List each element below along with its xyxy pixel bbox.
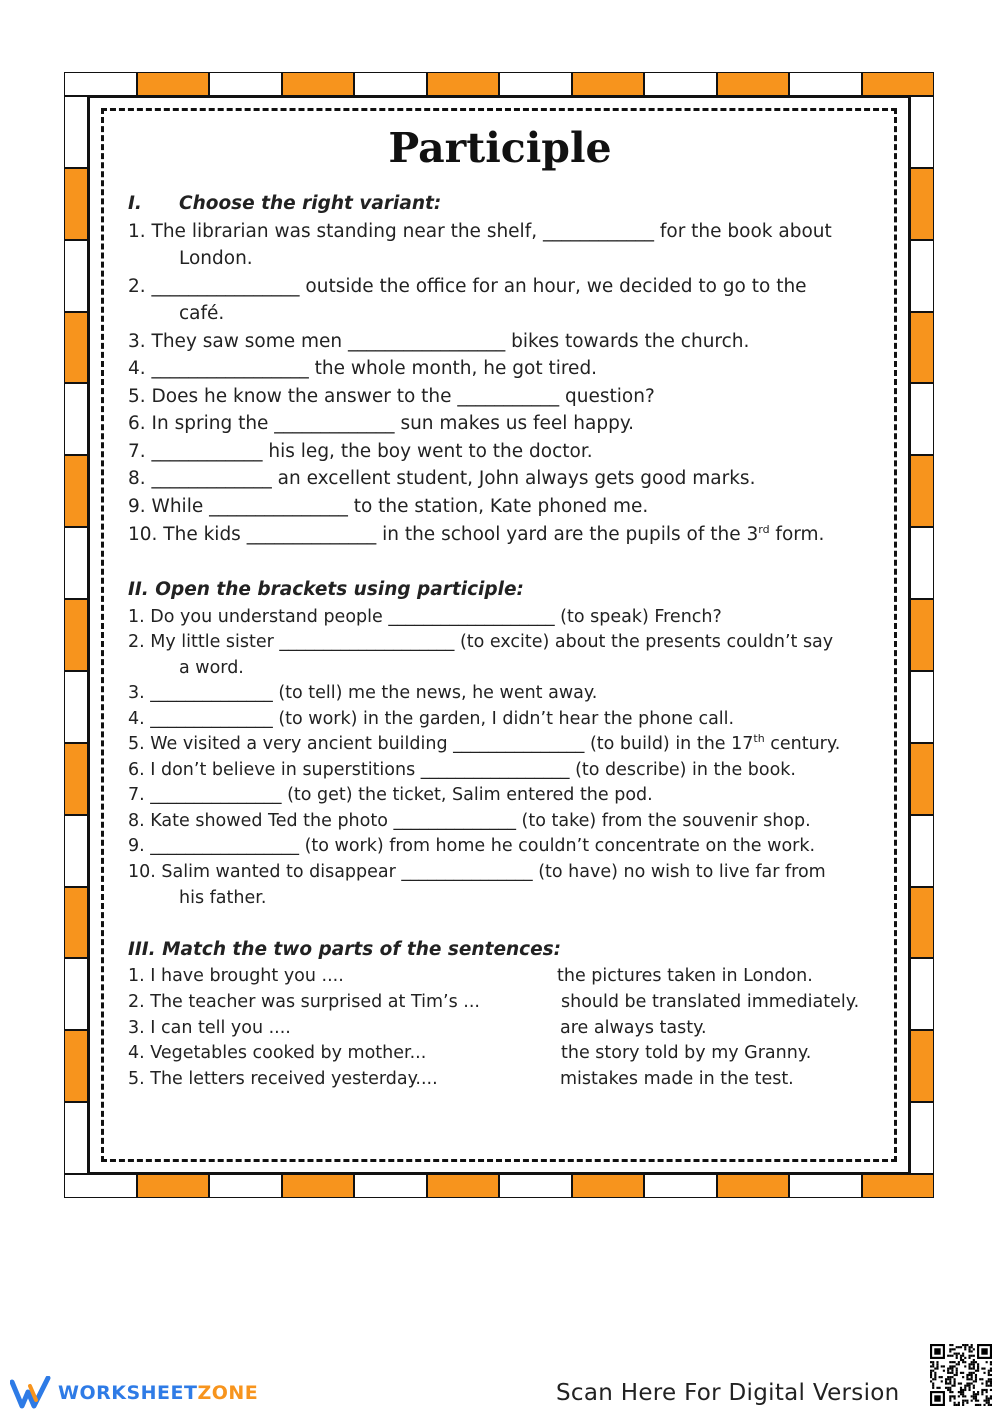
section1-line: 7. ____________ his leg, the boy went to the doctor. <box>128 441 593 462</box>
frame-segment <box>644 72 717 96</box>
frame-segment <box>282 1174 355 1198</box>
frame-segment <box>427 1174 500 1198</box>
section3-heading: III. Match the two parts of the sentences: <box>128 939 562 960</box>
frame-segment <box>209 72 282 96</box>
qr-code-icon[interactable] <box>930 1344 992 1406</box>
frame-segment <box>910 383 934 455</box>
frame-segment <box>910 958 934 1030</box>
frame-segment <box>910 671 934 743</box>
match-left-item: 4. Vegetables cooked by mother... <box>128 1043 427 1063</box>
frame-segment <box>64 168 88 240</box>
frame-segment <box>64 958 88 1030</box>
match-left-item: 1. I have brought you .... <box>128 966 344 986</box>
section1-heading: Choose the right variant: <box>179 193 442 214</box>
line10-end: form. <box>769 524 825 545</box>
ordinal-suffix: rd <box>758 522 770 536</box>
frame-segment <box>64 72 137 96</box>
match-right-item: the story told by my Granny. <box>561 1043 812 1063</box>
section2-line: 4. ______________ (to work) in the garden, I didn’t hear the phone call. <box>128 709 735 729</box>
frame-segment <box>910 1030 934 1102</box>
frame-segment <box>910 527 934 599</box>
section1-line: London. <box>179 248 253 269</box>
section2-line: his father. <box>179 888 267 908</box>
frame-segment <box>64 240 88 312</box>
frame-segment <box>64 1174 137 1198</box>
frame-segment <box>862 72 935 96</box>
brand-worksheet: WORKSHEET <box>58 1382 198 1404</box>
frame-segment <box>427 72 500 96</box>
section1-line: 1. The librarian was standing near the shelf, ____________ for the book about <box>128 221 832 242</box>
frame-segment <box>137 72 210 96</box>
match-right-item: should be translated immediately. <box>561 992 860 1012</box>
section2-line: 2. My little sister ____________________ (to excite) about the presents couldn’t say <box>128 632 834 652</box>
section2-line: 7. _______________ (to get) the ticket, Salim entered the pod. <box>128 785 653 805</box>
frame-segment <box>862 1174 935 1198</box>
frame-segment <box>910 168 934 240</box>
worksheetzone-logo-icon <box>10 1376 52 1410</box>
section2-line: 1. Do you understand people ___________________ (to speak) French? <box>128 607 722 627</box>
match-right-item: the pictures taken in London. <box>557 966 813 986</box>
section2-line: 8. Kate showed Ted the photo ______________ (to take) from the souvenir shop. <box>128 811 811 831</box>
frame-segment <box>64 455 88 527</box>
section2-line: 9. _________________ (to work) from home he couldn’t concentrate on the work. <box>128 836 816 856</box>
line5-end: century. <box>764 734 841 754</box>
frame-segment <box>499 72 572 96</box>
frame-segment <box>910 887 934 959</box>
frame-segment <box>137 1174 210 1198</box>
frame-segment <box>910 1102 934 1174</box>
frame-segment <box>789 1174 862 1198</box>
line10-text: 10. The kids ______________ in the school yard are the pupils of the 3 <box>128 524 759 545</box>
section1-number: I. <box>128 193 142 214</box>
frame-segment <box>644 1174 717 1198</box>
section2-line: 10. Salim wanted to disappear _______________ (to have) no wish to live far from <box>128 862 826 882</box>
frame-segment <box>64 527 88 599</box>
section2-line: a word. <box>179 658 244 678</box>
frame-segment <box>354 1174 427 1198</box>
section1-line: café. <box>179 303 225 324</box>
section1-line: 4. _________________ the whole month, he got tired. <box>128 358 598 379</box>
frame-segment <box>572 72 645 96</box>
section1-line: 3. They saw some men _________________ bikes towards the church. <box>128 331 750 352</box>
section1-line: 2. ________________ outside the office for an hour, we decided to go to the <box>128 276 807 297</box>
page-title: Participle <box>388 124 612 172</box>
section1-line: 9. While _______________ to the station, Kate phoned me. <box>128 496 649 517</box>
frame-segment <box>64 599 88 671</box>
worksheetzone-logo[interactable] <box>10 1374 258 1412</box>
section1-line-10 <box>128 522 824 548</box>
frame-segment <box>354 72 427 96</box>
frame-segment <box>789 72 862 96</box>
frame-segment <box>910 312 934 384</box>
section2-heading: II. Open the brackets using participle: <box>128 579 524 600</box>
frame-segment <box>64 743 88 815</box>
frame-segment <box>64 887 88 959</box>
frame-segment <box>910 455 934 527</box>
brand-zone: ZONE <box>197 1382 259 1404</box>
brand-name <box>58 1382 258 1404</box>
frame-segment <box>64 1030 88 1102</box>
frame-segment <box>282 72 355 96</box>
frame-segment <box>910 240 934 312</box>
frame-segment <box>910 599 934 671</box>
section1-line: 6. In spring the _____________ sun makes us feel happy. <box>128 413 635 434</box>
match-right-item: mistakes made in the test. <box>560 1069 794 1089</box>
frame-segment <box>572 1174 645 1198</box>
match-left-item: 2. The teacher was surprised at Tim’s ... <box>128 992 480 1012</box>
section2-line-5 <box>128 731 840 757</box>
frame-segment <box>209 1174 282 1198</box>
frame-segment <box>717 72 790 96</box>
section2-line: 3. ______________ (to tell) me the news, he went away. <box>128 683 598 703</box>
section1-line: 5. Does he know the answer to the ___________ question? <box>128 386 655 407</box>
frame-segment <box>717 1174 790 1198</box>
ordinal-suffix: th <box>753 732 765 746</box>
section2-line: 6. I don’t believe in superstitions _________________ (to describe) in the book. <box>128 760 796 780</box>
match-right-item: are always tasty. <box>560 1018 707 1038</box>
section1-line: 8. _____________ an excellent student, John always gets good marks. <box>128 468 756 489</box>
frame-segment <box>64 312 88 384</box>
frame-segment <box>910 815 934 887</box>
frame-segment <box>64 671 88 743</box>
frame-segment <box>910 743 934 815</box>
frame-segment <box>64 383 88 455</box>
line5-text: 5. We visited a very ancient building _______________ (to build) in the 17 <box>128 734 754 754</box>
match-left-item: 5. The letters received yesterday.... <box>128 1069 438 1089</box>
match-left-item: 3. I can tell you .... <box>128 1018 291 1038</box>
scan-instruction: Scan Here For Digital Version <box>556 1380 900 1406</box>
frame-segment <box>64 815 88 887</box>
frame-segment <box>64 1102 88 1174</box>
frame-segment <box>499 1174 572 1198</box>
